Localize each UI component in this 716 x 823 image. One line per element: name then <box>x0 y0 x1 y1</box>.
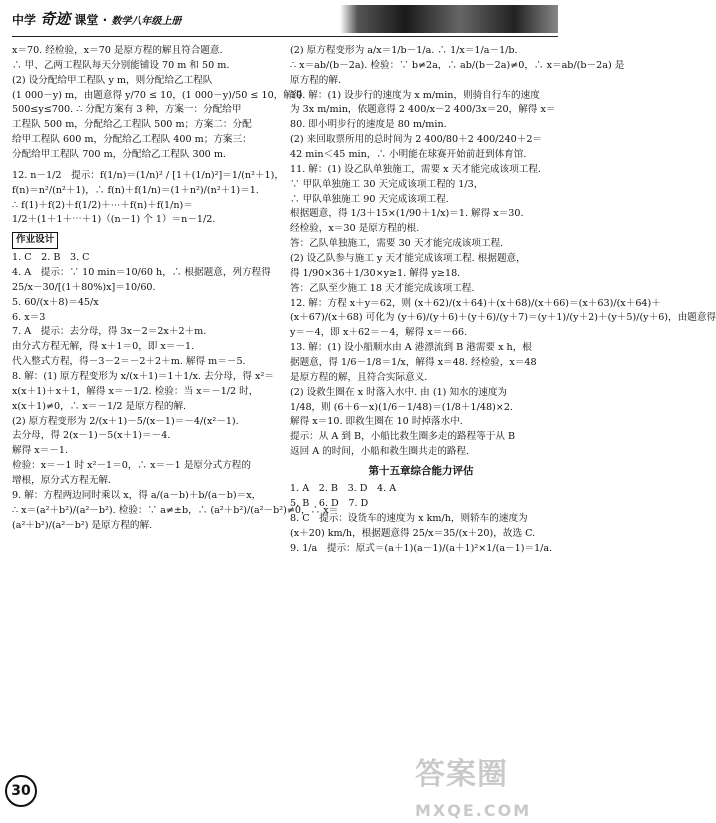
header-title: 中学 奇迹 课堂 · 数学八年级上册 <box>12 10 182 28</box>
answer-line: 代入整式方程，得－3－2＝－2＋2＋m. 解得 m＝－5. <box>12 356 246 368</box>
answer-line: ∵ 甲队单独施工 30 天完成该项工程的 1/3， <box>290 178 484 190</box>
answer-line: 1. A 2. B 3. D 4. A <box>290 483 397 495</box>
header-course: 课堂 <box>74 13 99 27</box>
page-header <box>0 0 563 38</box>
answer-line: 8. 解：(1) 原方程变形为 x/(x＋1)＝1＋1/x. 去分母，得 x²＝ <box>12 371 274 383</box>
answer-line: 7. A 提示：去分母，得 3x－2＝2x＋2＋m. <box>12 326 207 338</box>
header-subtitle: 数学八年级上册 <box>111 16 182 27</box>
answer-line: 1. C 2. B 3. C <box>12 252 90 264</box>
right-column <box>290 44 716 557</box>
answer-line: y＝－4，即 x＋62＝－4，解得 x＝－66. <box>290 327 468 339</box>
answer-line: (2) 原方程变形为 2/(x＋1)－5/(x－1)＝－4/(x²－1). <box>12 415 239 427</box>
answer-line: ∴ f(1)＋f(2)＋f(1/2)＋⋯＋f(n)＋f(1/n)＝ <box>12 199 193 211</box>
answer-line: x(x＋1)＋x＋1，解得 x＝－1/2. 检验：当 x＝－1/2 时， <box>12 385 259 397</box>
answer-line: ∴ x＝ab/(b－2a). 检验：∵ b≠2a，∴ ab/(b－2a)≠0，∴ x＝ab/(b－2a) 是 <box>290 59 625 71</box>
answer-line: (2) 设分配给甲工程队 y m，则分配给乙工程队 <box>12 74 213 86</box>
answer-line: 1/48，则 (6＋6－x)(1/6－1/48)＝(1/8＋1/48)×2. <box>290 401 513 413</box>
answer-line: x＝70. 经检验，x＝70 是原方程的解且符合题意. <box>12 45 223 56</box>
answer-line: 解得 x＝－1. <box>12 445 68 457</box>
answer-line: 为 3x m/min，依题意得 2 400/x－2 400/3x＝20，解得 x＝ <box>290 104 556 116</box>
answer-line: x(x＋1)≠0，∴ x＝－1/2 是原方程的解. <box>12 400 187 412</box>
watermark-logo <box>415 752 555 820</box>
answer-line: 根据题意，得 1/3＋15×(1/90＋1/x)＝1. 解得 x＝30. <box>290 208 524 220</box>
header-school: 中学 <box>12 13 37 27</box>
answer-line: f(n)＝n²/(n²＋1)，∴ f(n)＋f(1/n)＝(1＋n²)/(n²＋1)＝1. <box>12 184 259 196</box>
answer-line: (2) 设乙队参与施工 y 天才能完成该项工程. 根据题意， <box>290 253 526 265</box>
answer-line: 解得 x＝10. 即救生圈在 10 时掉落水中. <box>290 416 463 428</box>
answer-line: 工程队 500 m，分配给乙工程队 500 m；方案二：分配 <box>12 119 252 131</box>
answer-line: 9. 1/a 提示：原式＝(a＋1)(a－1)/(a＋1)²×1/(a－1)＝1/a. <box>290 542 553 554</box>
answer-line: (2) 设救生圈在 x 时落入水中. 由 (1) 知水的速度为 <box>290 386 508 398</box>
answer-line: 得 1/90×36＋1/30×y≥1. 解得 y≥18. <box>290 267 461 279</box>
answer-line: (x＋20) km/h，根据题意得 25/x＝35/(x＋20)，故选 C. <box>290 527 536 539</box>
answer-line: 去分母，得 2(x－1)－5(x＋1)＝－4. <box>12 430 171 442</box>
answer-line: (2) 来回取票所用的总时间为 2 400/80＋2 400/240＋2＝ <box>290 134 543 146</box>
answer-line: 5. 60/(x＋8)＝45/x <box>12 296 99 308</box>
answer-line: 据题意，得 1/6－1/8＝1/x，解得 x＝48. 经检验，x＝48 <box>290 357 537 369</box>
answer-line: ∴ 甲、乙两工程队每天分别能铺设 70 m 和 50 m. <box>12 59 230 71</box>
answer-line: 1/2＋(1＋1＋⋯＋1)（(n－1) 个 1）＝n－1/2. <box>12 214 216 226</box>
answer-line: 42 min＜45 min，∴ 小明能在球赛开始前赶到体育馆. <box>290 149 527 161</box>
answer-line: 由分式方程无解，得 x＋1＝0，即 x＝－1. <box>12 341 195 353</box>
answer-line: ∴ 甲队单独施工 90 天完成该项工程. <box>290 193 449 205</box>
answer-line: 答：乙队至少施工 18 天才能完成该项工程. <box>290 282 475 294</box>
answer-line: 500≤y≤700. ∴ 分配方案有 3 种，方案一：分配给甲 <box>12 104 242 116</box>
answer-line: 10. 解：(1) 设步行的速度为 x m/min，则骑自行车的速度 <box>290 89 540 101</box>
watermark-url: MXQE.COM <box>415 800 532 820</box>
answer-line: 11. 解：(1) 设乙队单独施工，需要 x 天才能完成该项工程. <box>290 163 541 175</box>
header-brand: 奇迹 <box>40 10 71 28</box>
answer-line: 12. 解：方程 x＋y＝62，则 (x＋62)/(x＋64)＋(x＋68)/(x＋66)＝(x＋63)/(x＋64)＋ <box>290 297 661 309</box>
answer-line: 9. 解：方程两边同时乘以 x，得 a/(a－b)＋b/(a－b)＝x， <box>12 489 262 501</box>
chapter-title: 第十五章综合能力评估 <box>368 465 474 478</box>
answer-line: 25/x－30/[(1＋80%)x]＝10/60. <box>12 281 156 293</box>
answer-line: (1 000－y) m，由题意得 y/70 ≤ 10，(1 000－y)/50 ≤ 10，解得 <box>12 89 303 101</box>
answer-line: (2) 原方程变形为 a/x＝1/b－1/a. ∴ 1/x＝1/a－1/b. <box>290 45 518 56</box>
answer-line: ∴ x＝(a²＋b²)/(a²－b²). 检验：∵ a≠±b，∴ (a²＋b²)/(a²－b²)≠0，∴ x＝ <box>12 504 339 516</box>
header-decorative-band <box>340 5 558 33</box>
section-title: 作业设计 <box>12 232 58 249</box>
answer-line: 8. C 提示：设货车的速度为 x km/h，则轿车的速度为 <box>290 513 528 525</box>
answer-line: 12. n－1/2 提示：f(1/n)＝(1/n)² / [1＋(1/n)²]＝1/(n²＋1)， <box>12 169 284 181</box>
page-number: 30 <box>5 775 37 807</box>
answer-line: 分配给甲工程队 700 m，分配给乙工程队 300 m. <box>12 149 226 161</box>
answer-line: 80. 即小明步行的速度是 80 m/min. <box>290 119 447 131</box>
answer-line: 4. A 提示：∵ 10 min＝10/60 h，∴ 根据题意，列方程得 <box>12 267 271 279</box>
answer-line: 增根，原分式方程无解. <box>12 475 111 487</box>
answer-line: 答：乙队单独施工，需要 30 天才能完成该项工程. <box>290 238 504 250</box>
answer-line: 原方程的解. <box>290 74 342 86</box>
watermark-text: 答案圈 <box>415 757 508 792</box>
answer-line: 13. 解：(1) 设小船顺水由 A 港漂流到 B 港需要 x h，根 <box>290 342 532 354</box>
answer-line: 检验：x＝－1 时 x²－1＝0，∴ x＝－1 是原分式方程的 <box>12 460 251 472</box>
answer-line: 5. B 6. D 7. D <box>290 498 369 510</box>
answer-line: 是原方程的解，且符合实际意义. <box>290 371 428 383</box>
answer-line: (x＋67)/(x＋68) 可化为 (y＋6)/(y＋6)＋(y＋6)/(y＋7)＝(y＋1)/(y＋2)＋(y＋5)/(y＋6)，由题意得 <box>290 312 716 324</box>
answer-line: (a²＋b²)/(a²－b²) 是原方程的解. <box>12 519 153 531</box>
answer-line: 经检验，x＝30 是原方程的根. <box>290 223 420 235</box>
answer-line: 提示：从 A 到 B，小船比救生圈多走的路程等于从 B <box>290 431 516 443</box>
answer-line: 6. x＝3 <box>12 311 46 323</box>
answer-line: 给甲工程队 600 m，分配给乙工程队 400 m；方案三： <box>12 134 252 146</box>
answer-line: 返回 A 的时间，小船和救生圈共走的路程. <box>290 446 470 458</box>
header-divider <box>12 36 558 37</box>
